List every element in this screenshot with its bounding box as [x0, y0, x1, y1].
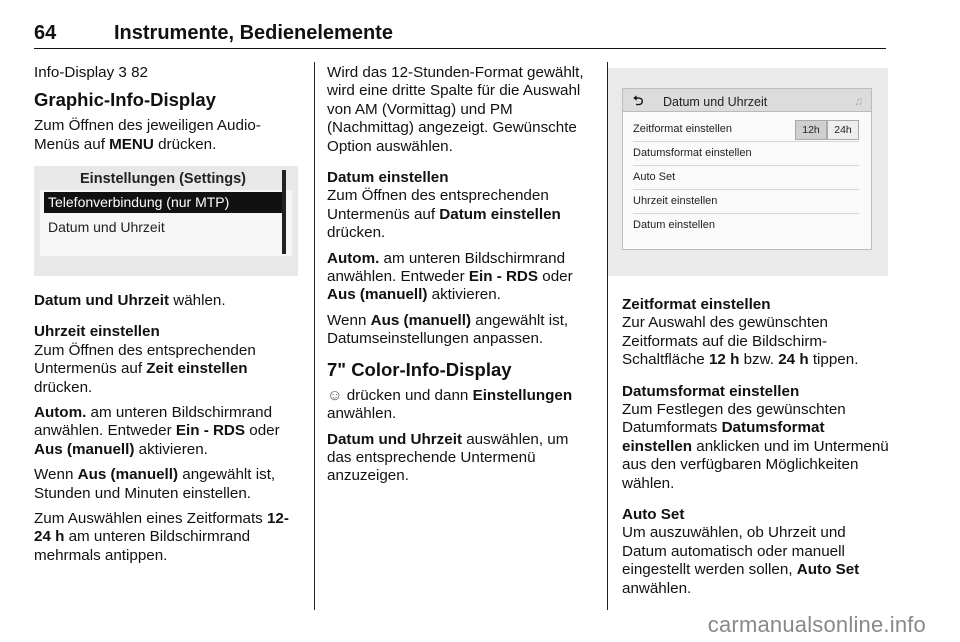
- page-number: 64: [34, 22, 57, 44]
- page-title: Instrumente, Bedienelemente: [114, 22, 393, 44]
- last-paragraph: Datum und Uhrzeit auswählen, um das entsprechende Untermenü anzuzeigen.: [327, 430, 569, 485]
- display-title: Einstellungen (Settings): [80, 171, 246, 187]
- back-icon[interactable]: ⮌: [633, 93, 644, 108]
- column-1-lower: [34, 292, 302, 572]
- option-12h[interactable]: 12h: [795, 120, 827, 140]
- twelve-hour-paragraph: Wird das 12-Stunden-Format gewählt, wird eine dritte Spalte für die Auswahl von AM (Vormittag) und PM (Nachmittag) angezeigt. Gewünschte Option auswählen.: [327, 64, 584, 155]
- row-datum[interactable]: Datum einstellen: [633, 219, 715, 231]
- auto-set-heading: Auto Set: [622, 506, 685, 524]
- zeitformat-paragraph: Zur Auswahl des gewünschten Zeitformats auf die Bildschirm-Schaltfläche 12 h bzw. 24 h tippen.: [622, 314, 859, 369]
- row-datumsformat[interactable]: Datumsformat einstellen: [633, 141, 859, 166]
- wenn-paragraph-2: Wenn Aus (manuell) angewählt ist, Datumseinstellungen anpassen.: [327, 311, 569, 348]
- datumsformat-paragraph: Zum Festlegen des gewünschten Datumformats Datumsformat einstellen anklicken und im Untermenü aus den verfügbaren Möglichkeiten wählen.: [622, 401, 889, 492]
- display-title-bar: [623, 89, 871, 112]
- display-screen: [40, 171, 292, 256]
- datumsformat-heading: Datumsformat einstellen: [622, 382, 800, 400]
- autom-paragraph: Autom. am unteren Bildschirmrand anwählen. Entweder Ein - RDS oder Aus (manuell) aktivieren.: [34, 404, 280, 458]
- press-paragraph: ☺ drücken und dann Einstellungen anwählen.: [327, 386, 573, 423]
- datum-paragraph: Zum Öffnen des entsprechenden Untermenüs auf Datum einstellen drücken.: [327, 187, 561, 242]
- heading-graphic-info: Graphic-Info-Display: [34, 89, 216, 111]
- autom-paragraph-2: Autom. am unteren Bildschirmrand anwählen. Entweder Ein - RDS oder Aus (manuell) aktivieren.: [327, 249, 573, 304]
- option-24h[interactable]: 24h: [827, 120, 859, 140]
- graphic-display-screenshot: [34, 166, 298, 276]
- row-auto-set[interactable]: Auto Set: [633, 165, 859, 190]
- wenn-paragraph: Wenn Aus (manuell) angewählt ist, Stunden und Minuten einstellen.: [34, 466, 276, 502]
- uhrzeit-heading: Uhrzeit einstellen: [34, 323, 160, 341]
- format-paragraph: Zum Auswählen eines Zeitformats 12-24 h am unteren Bildschirmrand mehrmals antippen.: [34, 510, 289, 564]
- cross-reference: Info-Display 3 82: [34, 64, 149, 81]
- color-display-screenshot: [608, 68, 888, 276]
- arrow-icon: 3: [118, 64, 127, 81]
- page-header: [34, 22, 886, 49]
- zeitformat-heading: Zeitformat einstellen: [622, 296, 771, 313]
- home-icon: ☺: [327, 386, 343, 404]
- uhrzeit-paragraph: Zum Öffnen des entsprechenden Untermenüs auf Zeit einstellen drücken.: [34, 341, 256, 396]
- heading-color-info: 7" Color-Info-Display: [327, 358, 512, 380]
- music-icon[interactable]: ♫: [854, 94, 863, 108]
- display-scrollbar: [282, 170, 286, 254]
- datum-heading: Datum einstellen: [327, 169, 449, 187]
- display-selected-item[interactable]: Telefonverbindung (nur MTP): [44, 192, 284, 213]
- column-3: [622, 296, 890, 605]
- display-list-item[interactable]: Datum und Uhrzeit: [48, 219, 165, 235]
- row-zeitformat[interactable]: Zeitformat einstellen 12h 24h: [633, 117, 859, 142]
- display-screen-2: [622, 88, 872, 250]
- display-title-2: Datum und Uhrzeit: [663, 95, 768, 109]
- column-1: [34, 64, 302, 161]
- row-uhrzeit[interactable]: Uhrzeit einstellen: [633, 189, 859, 214]
- auto-set-paragraph: Um auszuwählen, ob Uhrzeit und Datum automatisch oder manuell eingestellt werden sollen, Auto Set anwählen.: [622, 524, 860, 597]
- intro-paragraph: Zum Öffnen des jeweiligen Audio-Menüs auf MENU drücken.: [34, 117, 261, 153]
- format-toggle[interactable]: [795, 120, 859, 138]
- column-divider-1: [314, 62, 315, 610]
- column-2: [327, 64, 597, 493]
- select-paragraph: Datum und Uhrzeit wählen.: [34, 292, 226, 309]
- watermark: carmanualsonline.info: [707, 612, 926, 637]
